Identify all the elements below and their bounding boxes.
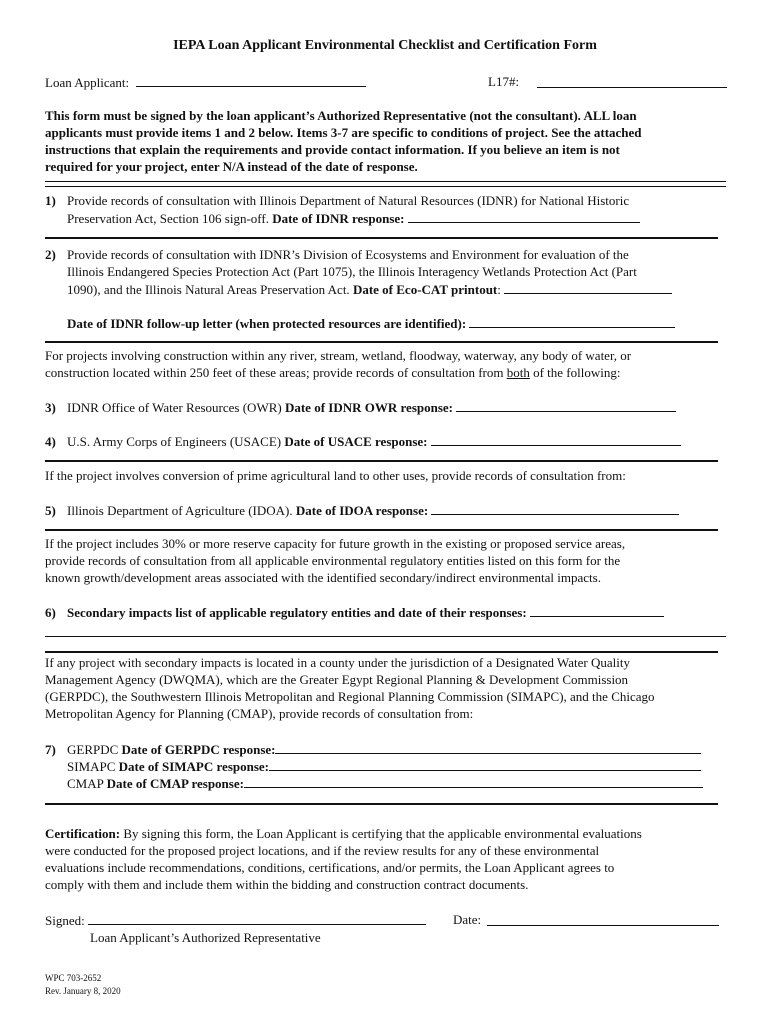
section-divider [45,651,718,653]
l17-label: L17#: [488,74,520,89]
item-4 [45,433,727,450]
item-1-text-2: Preservation Act, Section 106 sign-off. [67,211,269,226]
section-divider [45,529,718,531]
owr-response-field[interactable] [456,399,676,412]
simapc-response-field[interactable] [269,758,701,771]
idnr-response-field[interactable] [408,210,640,223]
signature-field[interactable] [88,912,426,925]
idnr-response-label: Date of IDNR response: [272,211,405,226]
growth-section-line-1: If the project includes 30% or more reserve capacity for future growth in the existing or proposed service areas, [45,536,626,551]
idoa-response-field[interactable] [431,502,679,515]
water-section-line-1: For projects involving construction within any river, stream, wetland, floodway, waterway, any body of water, or [45,348,632,363]
item-6-label: Secondary impacts list of applicable regulatory entities and date of their responses: [67,605,527,620]
loan-applicant-field[interactable] [136,74,366,87]
item-4-number: 4) [45,434,56,449]
gerpdc-agency: GERPDC [67,742,119,757]
signature-caption: Loan Applicant’s Authorized Representative [90,930,321,945]
item-2-text-3: 1090), and the Illinois Natural Areas Preservation Act. [67,282,350,297]
dwqma-section-line-3: (GERPDC), the Southwestern Illinois Metropolitan and Regional Planning Commission (SIMAPC), and the Chicago [45,689,655,704]
item-3-text: IDNR Office of Water Resources (OWR) [67,400,282,415]
item-7-row-cmap [45,775,749,792]
water-text-end: of the following: [529,365,621,380]
item-1-line-1 [45,193,727,209]
instructions-line-3: instructions that explain the requirements and provide contact information. If you believe an item is not [45,142,620,157]
item-5-number: 5) [45,503,56,518]
l17-field[interactable] [537,75,727,88]
dwqma-section-line-2: Management Agency (DWQMA), which are the Greater Egypt Regional Planning & Development Commission [45,672,629,687]
item-4-text: U.S. Army Corps of Engineers (USACE) [67,434,282,449]
growth-section-line-2: provide records of consultation from all applicable environmental regulatory entities listed on this form for the [45,553,621,568]
certification-line-1 [45,826,727,842]
form-number: WPC 703-2652 [45,973,102,983]
loan-applicant-label: Loan Applicant: [45,75,130,90]
water-text: construction located within 250 feet of these areas; provide records of consultation from [45,365,507,380]
item-2-line-3: 1090), and the Illinois Natural Areas Preservation Act. Date of Eco-CAT printout: [45,281,749,298]
certification-line-4: comply with them and include them within the bidding and construction contract documents. [45,877,529,892]
item-1-text: Provide records of consultation with Illinois Department of Natural Resources (IDNR) for National Historic [67,193,630,208]
dwqma-section-line-1: If any project with secondary impacts is located in a county under the jurisdiction of a Designated Water Quality [45,655,630,670]
signed-label: Signed: [45,913,85,928]
item-2-line-2: Illinois Endangered Species Protection Act (Part 1075), the Illinois Interagency Wetlands Protection Act (Part [67,264,637,279]
item-5-text: Illinois Department of Agriculture (IDOA). [67,503,293,518]
instructions-line-4: required for your project, enter N/A instead of the date of response. [45,159,418,174]
cmap-agency: CMAP [67,776,104,791]
section-divider [45,341,718,343]
gerpdc-response-label: Date of GERPDC response: [121,742,276,757]
gerpdc-response-field[interactable] [275,741,701,754]
simapc-agency: SIMAPC [67,759,116,774]
usace-response-field[interactable] [431,433,681,446]
ag-section-line-1: If the project involves conversion of prime agricultural land to other uses, provide records of consultation from: [45,468,626,483]
item-1-number: 1) [45,193,56,208]
certification-line-3: evaluations include recommendations, conditions, certifications, and/or permits, the Loan Applicant agrees to [45,860,615,875]
certification-line-2: were conducted for the proposed project locations, and if the review results for any of these environmental [45,843,600,858]
item-6-field-line-2[interactable] [45,636,726,637]
form-title: IEPA Loan Applicant Environmental Checklist and Certification Form [173,38,597,53]
water-emphasis: both [506,365,530,380]
item-2-number: 2) [45,247,56,262]
certification-label: Certification: [45,826,121,841]
item-7-row-gerpdc [45,741,727,758]
item-5 [45,502,727,519]
item-2-line-1 [45,247,727,263]
growth-section-line-3: known growth/development areas associated with the identified secondary/indirect environmental impacts. [45,570,601,585]
instructions-line-2: applicants must provide items 1 and 2 below. Items 3-7 are specific to conditions of project. See the attached [45,125,642,140]
date-label: Date: [453,912,482,927]
item-2-text: Provide records of consultation with IDNR’s Division of Ecosystems and Environment for evaluation of the [67,247,629,262]
idoa-response-label: Date of IDOA response: [295,503,429,518]
section-divider [45,803,718,805]
signature-row [45,912,727,929]
item-2-followup [45,315,749,332]
eco-cat-field[interactable] [504,281,672,294]
dwqma-section-line-4: Metropolitan Agency for Planning (CMAP), provide records of consultation from: [45,706,474,721]
cmap-response-label: Date of CMAP response: [106,776,244,791]
certification-text: By signing this form, the Loan Applicant is certifying that the applicable environmental evaluations [120,826,642,841]
eco-cat-label: Date of Eco-CAT printout [352,282,498,297]
item-3-number: 3) [45,400,56,415]
followup-field[interactable] [469,315,675,328]
item-6-field[interactable] [530,604,664,617]
section-divider [45,237,718,239]
header-row [45,74,727,91]
double-divider [45,181,726,187]
item-6 [45,604,727,621]
water-section-line-2 [45,365,727,381]
simapc-response-label: Date of SIMAPC response: [118,759,269,774]
revision-date: Rev. January 8, 2020 [45,986,121,996]
owr-response-label: Date of IDNR OWR response: [284,400,453,415]
date-field[interactable] [487,913,719,926]
usace-response-label: Date of USACE response: [284,434,428,449]
item-3 [45,399,727,416]
cmap-response-field[interactable] [244,775,703,788]
item-6-number: 6) [45,605,56,620]
instructions-line-1: This form must be signed by the loan applicant’s Authorized Representative (not the consultant). ALL loan [45,108,637,123]
item-1-line-2 [45,210,749,227]
followup-label: Date of IDNR follow-up letter (when protected resources are identified): [67,316,467,331]
section-divider [45,460,718,462]
item-7-row-simapc [45,758,749,775]
item-7-number: 7) [45,742,56,757]
